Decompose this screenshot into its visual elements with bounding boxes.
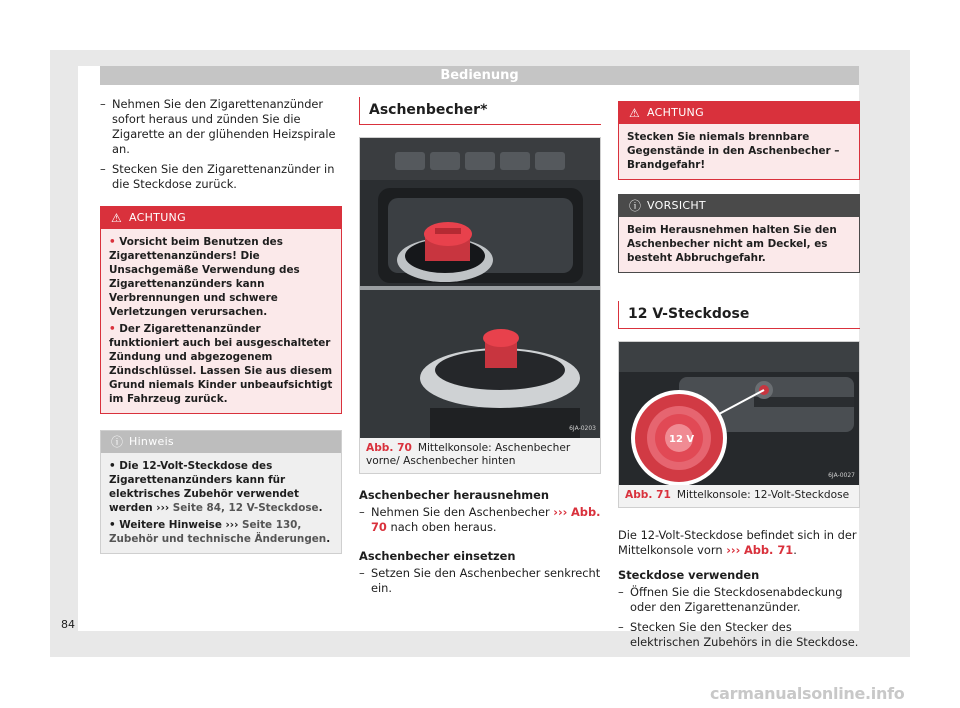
page-link[interactable]: Seite 130, Zubehör und technische Änderungen — [109, 519, 327, 545]
figure-71 — [618, 341, 860, 508]
note-item: • Weitere Hinweise ››› Seite 130, Zubehör und technische Änderungen. — [109, 519, 331, 545]
warning-box — [618, 101, 860, 180]
info-icon: ⓘ — [111, 435, 124, 449]
warning-box-header — [619, 102, 859, 124]
ashtray-photo — [360, 138, 600, 438]
socket-illustration — [619, 342, 859, 485]
figure-label: Abb. 71 — [625, 489, 671, 501]
warning-body: Stecken Sie niemals brennbare Gegenstände in den Aschenbecher – Brandgefahr! — [619, 124, 859, 179]
caution-title: VORSICHT — [647, 199, 706, 212]
caution-body: Beim Herausnehmen halten Sie den Aschenbecher nicht am Deckel, es besteht Abbruchgefahr. — [619, 217, 859, 272]
figure-link[interactable]: Abb. 70 — [371, 505, 601, 534]
section-title: 12 V-Steckdose — [618, 301, 860, 329]
warning-box — [100, 206, 342, 414]
note-box-header — [101, 431, 341, 453]
warning-box-header — [101, 207, 341, 229]
bullet-icon: • — [109, 323, 120, 335]
ref-arrow-icon: ››› — [225, 519, 239, 531]
ref-arrow-icon: ››› — [726, 543, 741, 557]
column-middle — [359, 97, 601, 601]
note-item: • Die 12-Volt-Steckdose des Zigarettenanzünders kann für elektrisches Zubehör verwendet werden ››› Seite 84, 12 V-Steckdose. — [109, 460, 323, 514]
column-left — [100, 97, 342, 554]
warning-triangle-icon: ⚠ — [111, 211, 123, 225]
socket-label: 12 V — [669, 434, 695, 445]
caution-box-header — [619, 195, 859, 217]
step-item: – Setzen Sie den Aschenbecher senkrecht ein. — [359, 566, 601, 596]
warning-title: ACHTUNG — [129, 211, 186, 224]
note-body — [101, 453, 341, 553]
ref-arrow-icon: ››› — [156, 502, 170, 514]
page-number: 84 — [61, 618, 75, 631]
exclamation-circle-icon: ⓘ — [629, 199, 642, 213]
warning-body — [101, 229, 341, 413]
step-item: – Stecken Sie den Zigarettenanzünder in die Steckdose zurück. — [100, 162, 342, 192]
figure-link[interactable]: Abb. 71 — [743, 543, 794, 557]
warning-triangle-icon: ⚠ — [629, 106, 641, 120]
subheading: Steckdose verwenden — [618, 568, 760, 582]
step-item: – Stecken Sie den Stecker des elektrischen Zubehörs in die Steckdose. — [618, 620, 860, 650]
subheading: Aschenbecher herausnehmen — [359, 488, 550, 502]
intro-paragraph: Die 12-Volt-Steckdose befindet sich in der Mittelkonsole vorn ››› Abb. 71. — [618, 528, 857, 557]
figure-caption: Abb. 71 Mittelkonsole: 12-Volt-Steckdose — [619, 485, 859, 507]
figure-caption: Abb. 70 Mittelkonsole: Aschenbecher vorne/ Aschenbecher hinten — [360, 438, 600, 473]
column-right — [618, 97, 860, 655]
note-box — [100, 430, 342, 554]
step-item: – Nehmen Sie den Aschenbecher ››› Abb. 70 nach oben heraus. — [359, 505, 601, 535]
figure-label: Abb. 70 — [366, 442, 412, 454]
subheading: Aschenbecher einsetzen — [359, 549, 516, 563]
step-item: – Öffnen Sie die Steckdosenabdeckung oder den Zigarettenanzünder. — [618, 585, 860, 615]
section-title: Aschenbecher* — [359, 97, 601, 125]
ashtray-illustration — [360, 138, 600, 438]
section-header: Bedienung — [100, 66, 859, 85]
ref-arrow-icon: ››› — [553, 505, 568, 519]
figure-code: 6JA-0027 — [828, 472, 855, 479]
figure-code: 6JA-0203 — [569, 425, 596, 432]
warning-item: • Der Zigarettenanzünder funktioniert auch bei ausgeschalteter Zündung und abgezogenem Zündschlüssel. Lassen Sie aus diesem Grund niemals Kinder unbeaufsichtigt im Fahrzeug zurück. — [109, 323, 333, 405]
page-link[interactable]: Seite 84, 12 V-Steckdose — [172, 502, 319, 514]
caution-box — [618, 194, 860, 273]
note-title: Hinweis — [129, 435, 174, 448]
figure-70 — [359, 137, 601, 474]
bullet-icon: • — [109, 236, 120, 248]
warning-title: ACHTUNG — [647, 106, 704, 119]
socket-photo — [619, 342, 859, 485]
step-item: – Nehmen Sie den Zigarettenanzünder sofort heraus und zünden Sie die Zigarette an der glühenden Heizspirale an. — [100, 97, 342, 157]
watermark-text: carmanualsonline.info — [710, 684, 905, 703]
warning-item: • Vorsicht beim Benutzen des Zigarettenanzünders! Die Unsachgemäße Verwendung des Zigarettenanzünders kann Verbrennungen und schwere Verletzungen verursachen. — [109, 236, 300, 318]
